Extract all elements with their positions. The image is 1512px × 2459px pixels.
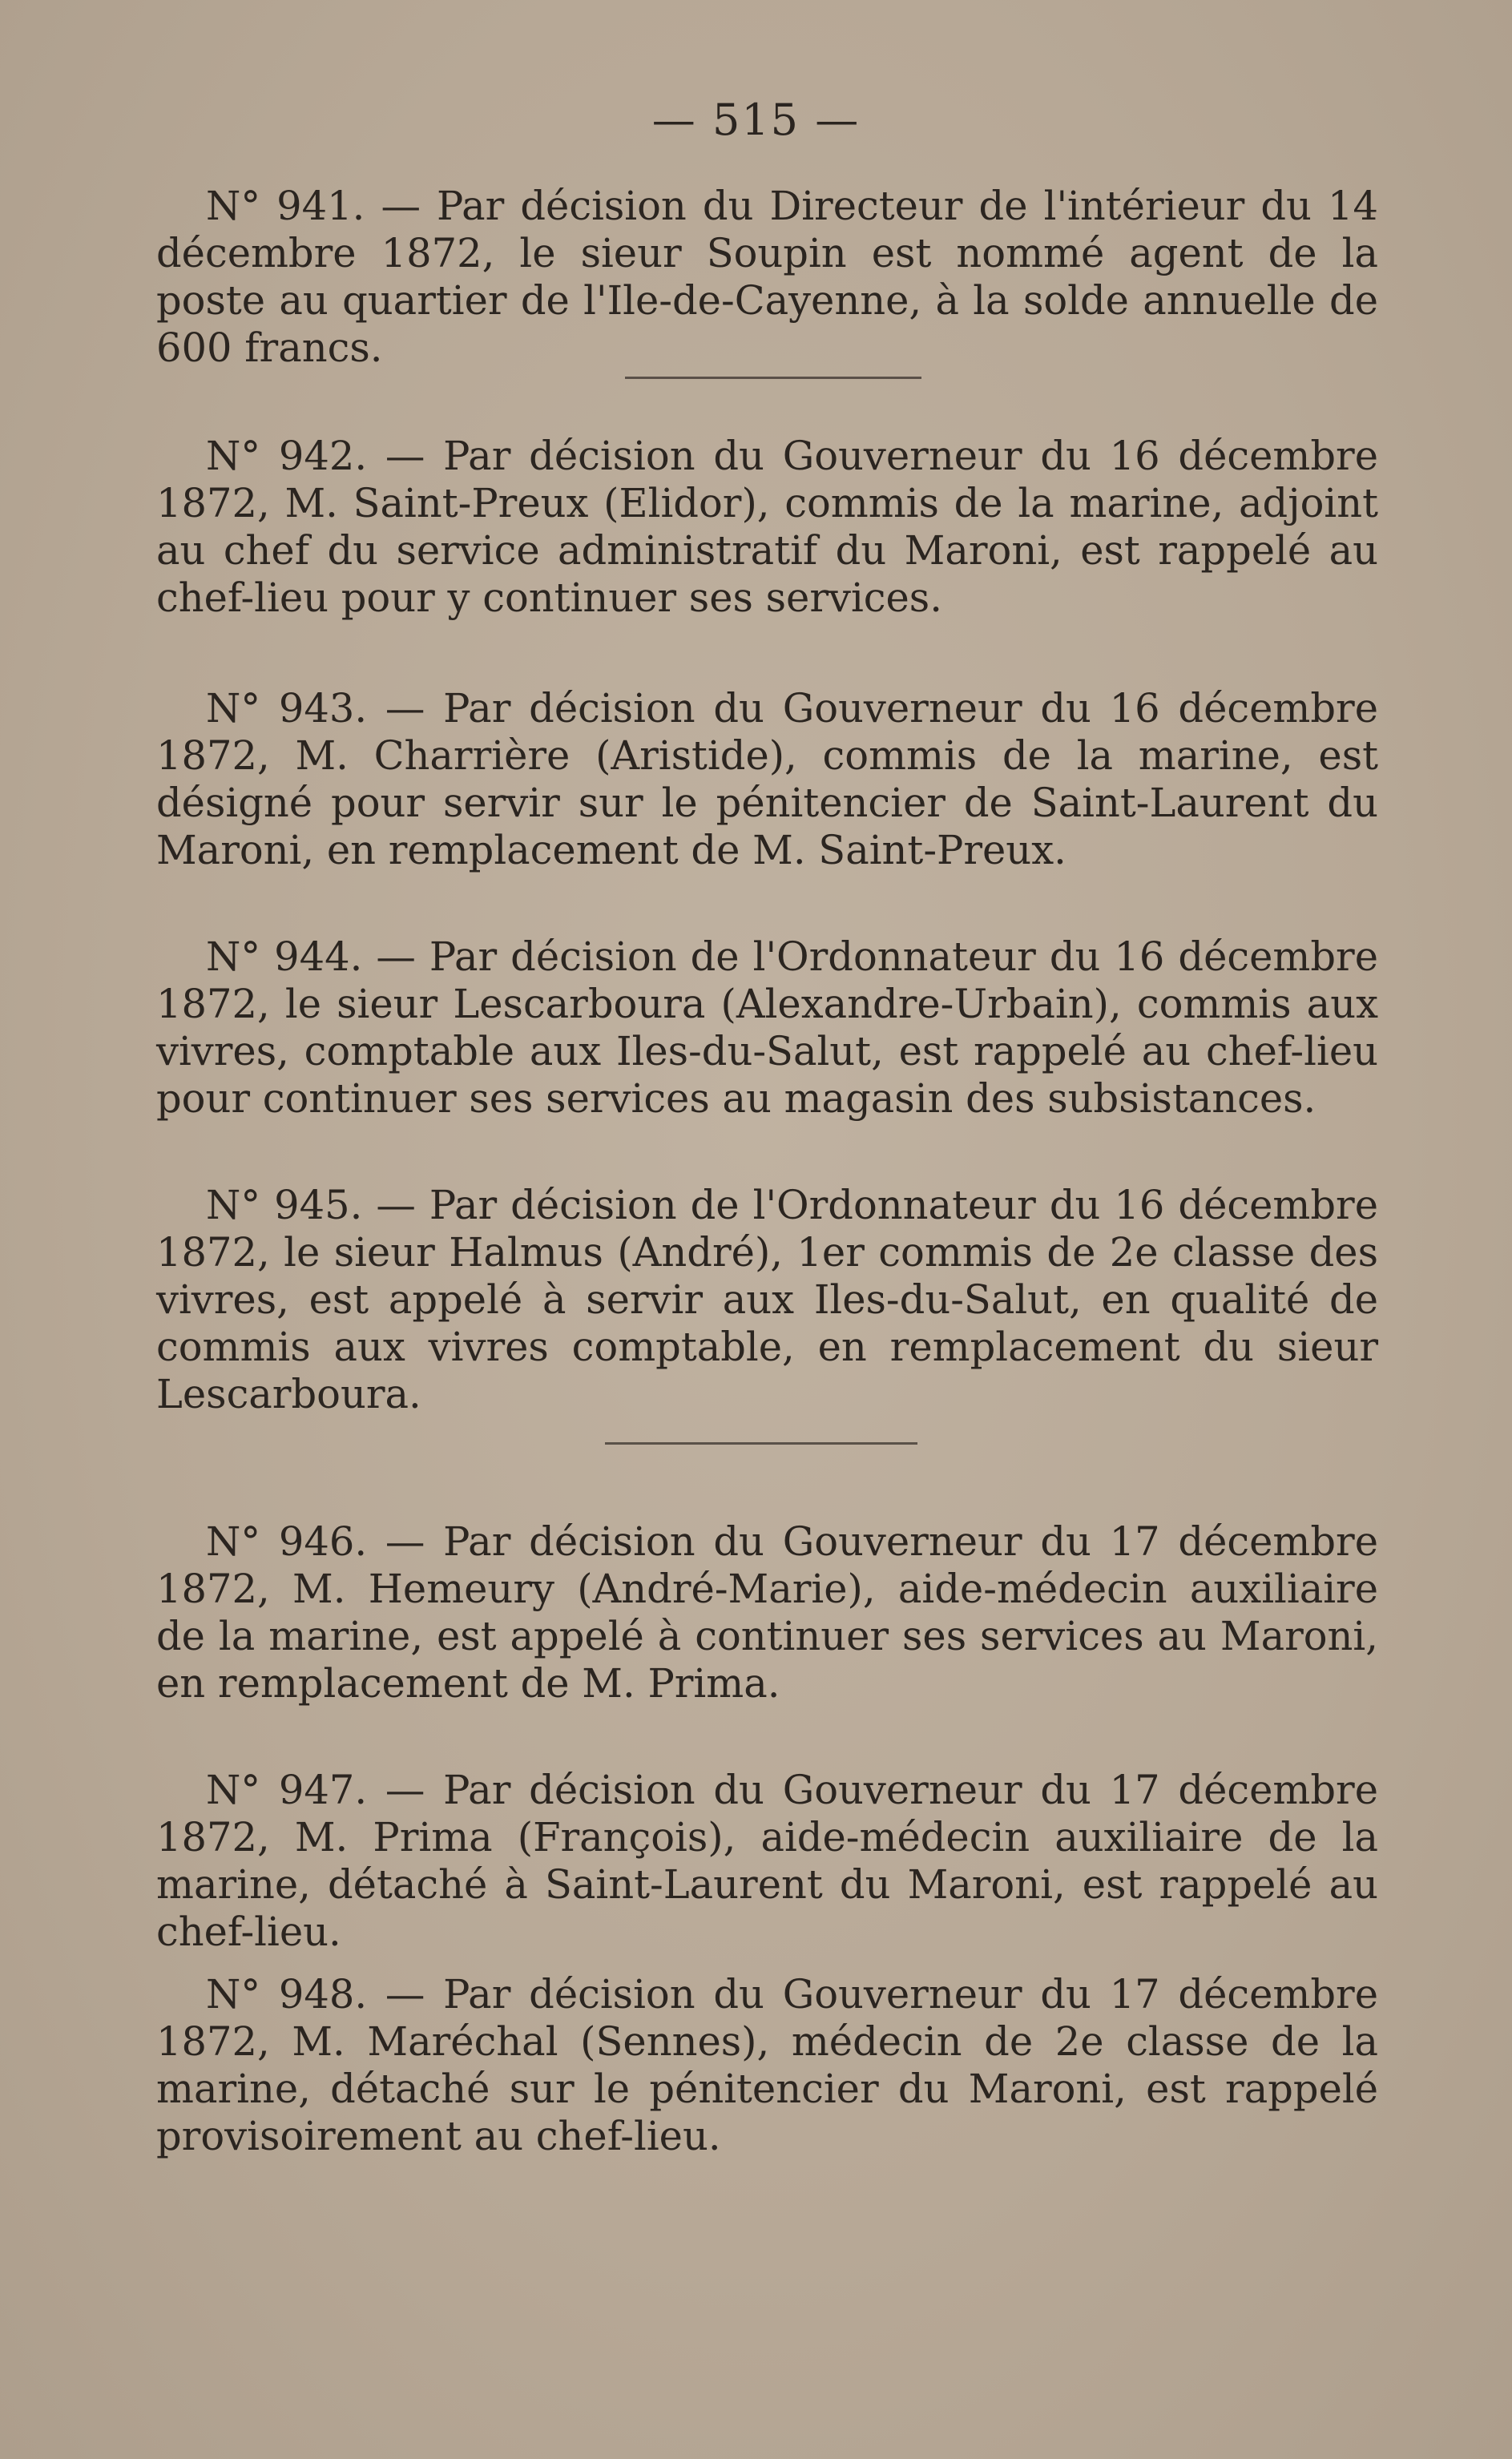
section-divider xyxy=(625,377,921,379)
entry-number: N° 944. xyxy=(206,933,363,980)
entry-number: N° 941. xyxy=(206,183,365,229)
entry-number: N° 942. xyxy=(206,433,368,479)
entry-number: N° 947. xyxy=(206,1767,368,1813)
entry-text: — Par décision du Gouverneur du 17 décembre 1872, M. Prima (François), aide-médecin auxiliaire de la marine, détaché à Saint-Laurent du Maroni, est rappelé au chef-lieu. xyxy=(156,1767,1378,1955)
entry-number: N° 948. xyxy=(206,1971,368,2018)
entry-number: N° 945. xyxy=(206,1182,363,1228)
decision-entry-946 xyxy=(156,1518,1378,1707)
entry-text: — Par décision du Gouverneur du 16 décembre 1872, M. Charrière (Aristide), commis de la marine, est désigné pour servir sur le pénitencier de Saint-Laurent du Maroni, en remplacement de M. Saint-Preux. xyxy=(156,685,1378,873)
entry-text: — Par décision de l'Ordonnateur du 16 décembre 1872, le sieur Lescarboura (Alexandre-Urbain), commis aux vivres, comptable aux Iles-du-Salut, est rappelé au chef-lieu pour continuer ses services au magasin des subsistances. xyxy=(156,933,1378,1122)
entry-text: — Par décision du Gouverneur du 17 décembre 1872, M. Maréchal (Sennes), médecin de 2e classe de la marine, détaché sur le pénitencier du Maroni, est rappelé provisoirement au chef-lieu. xyxy=(156,1971,1378,2159)
decision-entry-947 xyxy=(156,1767,1378,1956)
decision-entry-941 xyxy=(156,183,1378,372)
decision-entry-942 xyxy=(156,433,1378,622)
entry-text: — Par décision du Gouverneur du 17 décembre 1872, M. Hemeury (André-Marie), aide-médecin auxiliaire de la marine, est appelé à continuer ses services au Maroni, en remplacement de M. Prima. xyxy=(156,1518,1378,1707)
entry-text: — Par décision du Directeur de l'intérieur du 14 décembre 1872, le sieur Soupin est nommé agent de la poste au quartier de l'Ile-de-Cayenne, à la solde annuelle de 600 francs. xyxy=(156,183,1378,371)
decision-entry-948 xyxy=(156,1971,1378,2160)
entry-text: — Par décision de l'Ordonnateur du 16 décembre 1872, le sieur Halmus (André), 1er commis de 2e classe des vivres, est appelé à servir aux Iles-du-Salut, en qualité de commis aux vivres comptable, en remplacement du sieur Lescarboura. xyxy=(156,1182,1378,1417)
entry-number: N° 946. xyxy=(206,1518,368,1565)
section-divider xyxy=(605,1442,917,1445)
page-number: — 515 — xyxy=(651,95,861,145)
entry-text: — Par décision du Gouverneur du 16 décembre 1872, M. Saint-Preux (Elidor), commis de la marine, adjoint au chef du service administratif du Maroni, est rappelé au chef-lieu pour y continuer ses services. xyxy=(156,433,1378,621)
entry-number: N° 943. xyxy=(206,685,368,732)
decision-entry-944 xyxy=(156,933,1378,1123)
decision-entry-943 xyxy=(156,685,1378,874)
decision-entry-945 xyxy=(156,1182,1378,1418)
